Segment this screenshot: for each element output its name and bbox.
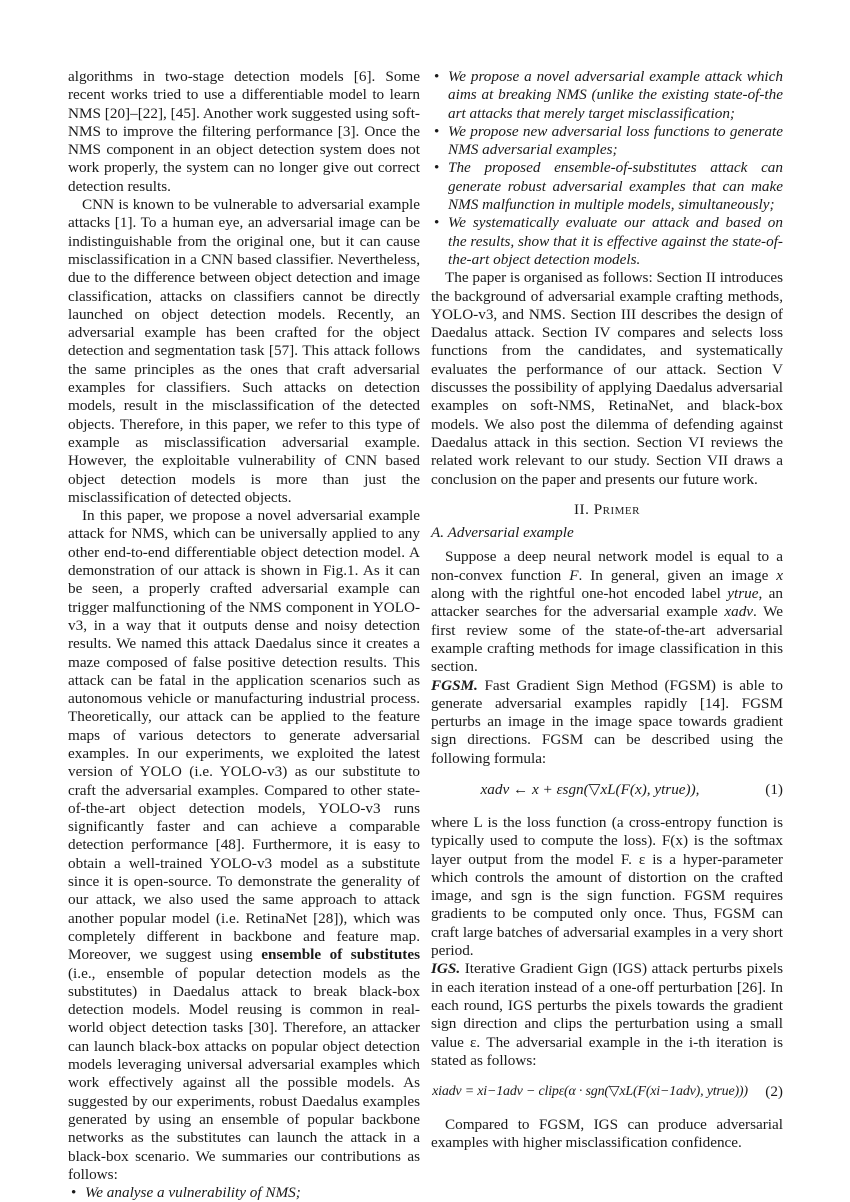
contribution-item: • We propose a novel adversarial example attack which aims at breaking NMS (unlike the existing state-of-the art attacks that merely target misclassification; xyxy=(431,68,783,123)
proposal-text-start: In this paper, we propose a novel adversarial example attack for NMS, which can be universally applied to any other end-to-end differentiable object detection model. A demonstration of our attack is shown in Fig.1. As it can be seen, a properly crafted adversarial example can trigger malfunctioning of the NMS component in YOLO-v3, in a way that it outputs dense and noisy detection results. We named this attack Daedalus since it creates a maze composed of false positive detection results. This attack can be fatal in the application scenarios such as autonomous vehicle or manufacturing industrial process. Theoretically, our attack can be applied to the feature maps of various detectors to generate adversarial examples. In our experiments, we exploited the latest version of YOLO (i.e. YOLO-v3) as our substitute to craft the adversarial examples. Compared to other state-of-the-art object detection models, YOLO-v3 runs significantly faster and can achieve a comparable detection performance [48]. Furthermore, it is easy to obtain a well-trained YOLO-v3 model as a substitute since it is open-source. To demonstrate the generality of our attack, we also used the same approach to attack another popular model (i.e. RetinaNet [28]), which was completely different in backbone and feature map. Moreover, we suggest using xyxy=(68,507,420,964)
left-column xyxy=(68,68,420,1202)
paragraph-nms-background: algorithms in two-stage detection models [6]. Some recent works tried to use a differentiable model to learn NMS [20]–[22], [45]. Another work suggested using soft-NMS to improve the filtering performance [3]. Once the NMS component in an object detection system does not work properly, the system can no longer give out correct detection results. xyxy=(68,68,420,195)
right-column xyxy=(431,68,783,1153)
contribution-item: • We analyse a vulnerability of NMS; xyxy=(68,1184,420,1202)
intro-text: along with the rightful one-hot encoded label xyxy=(431,585,721,603)
contributions-list-start xyxy=(68,1184,420,1202)
igs-label: IGS. xyxy=(431,960,461,978)
igs-description: Iterative Gradient Gign (IGS) attack perturbs pixels in each iteration instead of a one-off perturbation [26]. In each round, IGS perturbs the pixels towards the gradient sign direction and clips the perturbation using a small value ε. The adversarial example in the i-th iteration is stated as follows: xyxy=(431,960,783,1069)
symbol-xadv: xadv xyxy=(724,603,754,621)
intro-text: . In general, given an image xyxy=(578,566,769,584)
equation-2-formula: xiadv = xi−1adv − clipε(α · sgn(▽xL(F(xi−1adv), ytrue))) xyxy=(432,1084,748,1100)
equation-2 xyxy=(431,1083,783,1105)
intro-text: , an attacker searches for the adversarial example xyxy=(431,585,784,621)
symbol-F: F xyxy=(569,566,579,584)
intro-text: . We first review some of the state-of-the-art adversarial example crafting methods for image classification in this section. xyxy=(431,603,784,676)
subsection-heading-adversarial-example: A. Adversarial example xyxy=(431,524,574,542)
proposal-text-end: (i.e., ensemble of popular detection models as the substitutes) in Daedalus attack to break black-box detection models. Model reusing is common in real-world object detection tasks [30]. Therefore, an attacker can launch black-box attacks on popular object detection models leveraging universal adversarial examples which work effectively against all the possible models. As suggested by our experiments, robust Daedalus examples generated by using an ensemble of popular backbone networks as the substitutes can launch the attack in a black-box scenario. We summaries our contributions as follows: xyxy=(68,964,420,1183)
paragraph-igs xyxy=(431,960,783,1070)
paragraph-fgsm xyxy=(431,677,783,768)
intro-text: Suppose a deep neural network model is equal to a non-convex function xyxy=(431,548,783,584)
equation-1 xyxy=(431,781,783,803)
paragraph-fgsm-where: where L is the loss function (a cross-entropy function is typically used to compute the loss). F(x) is the softmax layer output from the model F. ε is a hyper-parameter which controls the amount of distortion on the crafted image, and sgn is the sign function. FGSM requires gradients to be computed only once. Thus, FGSM can craft large batches of adversarial examples in a very short period. xyxy=(431,813,783,960)
fgsm-description: Fast Gradient Sign Method (FGSM) is able to generate adversarial examples rapidly [14]. FGSM perturbs an image in the image space towards gradient sign directions. FGSM can be described using the following formula: xyxy=(431,676,783,767)
symbol-x: x xyxy=(776,566,784,584)
contributions-list xyxy=(431,68,783,269)
paragraph-igs-comparison: Compared to FGSM, IGS can produce adversarial examples with higher misclassification confidence. xyxy=(431,1116,783,1152)
symbol-ytrue: ytrue xyxy=(727,585,759,603)
paragraph-organisation: The paper is organised as follows: Section II introduces the background of adversarial example crafting methods, YOLO-v3, and NMS. Section III describes the design of Daedalus attack. Section IV compares and selects loss functions from the candidates, and systematically evaluates the performance of our attack. Section V discusses the possibility of applying Daedalus adversarial examples on soft-NMS, RetinaNet, and black-box models. We also post the dilemma of defending against Daedalus attack in this section. Section VI reviews the related work relevant to our study. Section VII draws a conclusion on the paper and presents our future work. xyxy=(431,269,783,488)
contribution-item: • We propose new adversarial loss functions to generate NMS adversarial examples; xyxy=(431,123,783,160)
paragraph-cnn-vulnerability: CNN is known to be vulnerable to adversarial example attacks [1]. To a human eye, an adversarial image can be indistinguishable from the original one, but it can cause misclassification in a CNN based classifier. Nevertheless, due to the difference between object detection and image classification, attacks on classifiers cannot be directly launched on object detection models. Recently, an adversarial example has been crafted for the object detection and segmentation task [57]. This attack follows the same principles as the ones that craft adversarial examples for classifiers. Such attacks on detection models, result in the misclassification of the detected objects. Therefore, in this paper, we refer to this type of example as misclassification adversarial example. However, the exploitable vulnerability of CNN based object detection models is more than just the misclassification of detected objects. xyxy=(68,196,420,506)
equation-1-formula: xadv ← x + εsgn(▽xL(F(x), ytrue)), xyxy=(480,780,700,798)
fgsm-label: FGSM. xyxy=(431,676,478,694)
section-heading-primer: II. Primer xyxy=(574,500,640,518)
paragraph-adversarial-intro xyxy=(431,548,783,676)
equation-2-number: (2) xyxy=(765,1083,783,1101)
equation-1-number: (1) xyxy=(765,780,783,798)
paragraph-proposal xyxy=(68,507,420,1184)
contribution-item: • The proposed ensemble-of-substitutes attack can generate robust adversarial examples that can make NMS malfunction in multiple models, simultaneously; xyxy=(431,159,783,214)
ensemble-of-substitutes-term: ensemble of substitutes xyxy=(261,946,420,964)
contribution-item: • We systematically evaluate our attack and based on the results, show that it is effective against the state-of- the-art object detection models. xyxy=(431,214,783,269)
